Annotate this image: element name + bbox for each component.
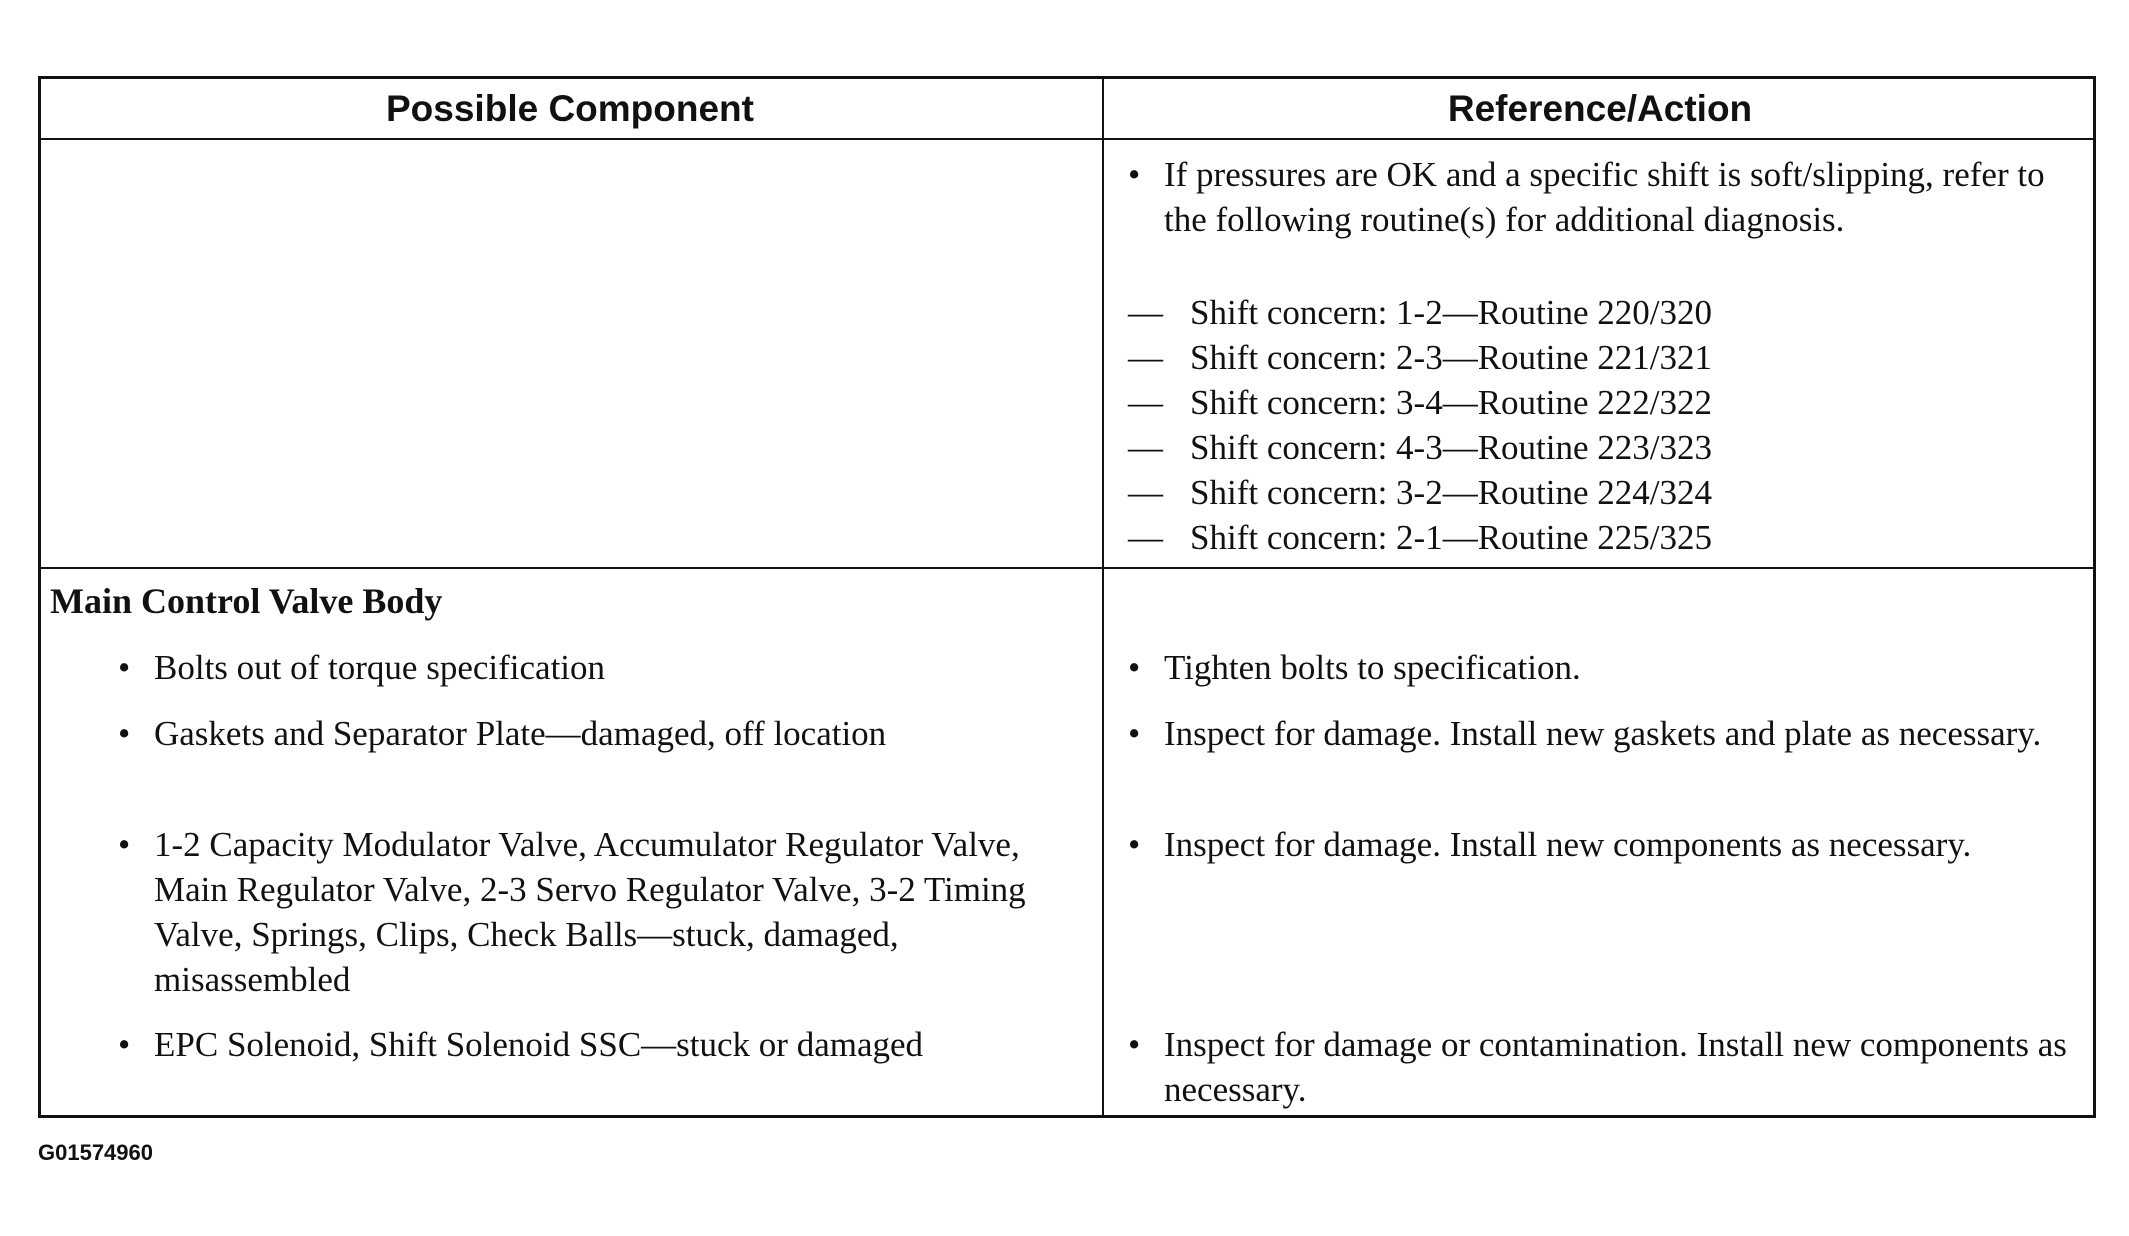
figure-id: G01574960: [38, 1140, 153, 1165]
bullet-glyph: •: [1128, 648, 1141, 687]
bullet-glyph: •: [118, 648, 131, 687]
routine-line: [1128, 290, 1712, 335]
section-title-main-control-valve-body: Main Control Valve Body: [50, 581, 443, 621]
pressure-ok-bullet: [1128, 152, 2064, 242]
routine-text: Shift concern: 2-3—Routine 221/321: [1190, 338, 1713, 377]
column-divider: [1102, 76, 1104, 1118]
action-item: [1128, 822, 2044, 867]
action-item: [1128, 1022, 2084, 1112]
action-text: Inspect for damage or contamination. Install new components as necessary.: [1164, 1025, 2067, 1109]
action-text: Inspect for damage. Install new components as necessary.: [1164, 825, 1972, 864]
dash-glyph: —: [1128, 338, 1163, 377]
routine-text: Shift concern: 3-2—Routine 224/324: [1190, 473, 1713, 512]
routine-line: [1128, 380, 1712, 425]
header-divider: [38, 138, 2096, 140]
bullet-glyph: •: [1128, 155, 1141, 194]
bullet-glyph: •: [1128, 1025, 1141, 1064]
routine-line: [1128, 470, 1712, 515]
bullet-glyph: •: [1128, 714, 1141, 753]
component-text: EPC Solenoid, Shift Solenoid SSC—stuck or damaged: [154, 1025, 924, 1064]
bullet-glyph: •: [118, 825, 131, 864]
component-item: [118, 822, 1094, 1002]
routine-line: [1128, 335, 1712, 380]
action-item: [1128, 711, 2084, 756]
action-item: [1128, 645, 2084, 690]
dash-glyph: —: [1128, 293, 1163, 332]
pressure-ok-text: If pressures are OK and a specific shift is soft/slipping, refer to the following routine(s) for additional diagnosis.: [1164, 155, 2045, 239]
dash-glyph: —: [1128, 473, 1163, 512]
header-possible-component: Possible Component: [386, 88, 754, 129]
bullet-glyph: •: [1128, 825, 1141, 864]
bullet-glyph: •: [118, 1025, 131, 1064]
component-text: Bolts out of torque specification: [154, 648, 606, 687]
component-item: [118, 645, 1114, 690]
dash-glyph: —: [1128, 383, 1163, 422]
routine-text: Shift concern: 2-1—Routine 225/325: [1190, 518, 1713, 557]
action-text: Tighten bolts to specification.: [1164, 648, 1581, 687]
dash-glyph: —: [1128, 518, 1163, 557]
component-item: [118, 711, 1114, 756]
routine-text: Shift concern: 4-3—Routine 223/323: [1190, 428, 1713, 467]
component-text: Gaskets and Separator Plate—damaged, off location: [154, 714, 887, 753]
routine-line: [1128, 515, 1712, 560]
action-text: Inspect for damage. Install new gaskets and plate as necessary.: [1164, 714, 2042, 753]
row-divider: [38, 567, 2096, 569]
component-item: [118, 1022, 1034, 1067]
routine-line: [1128, 425, 1712, 470]
header-reference-action: Reference/Action: [1447, 88, 1753, 129]
component-text: 1-2 Capacity Modulator Valve, Accumulator Regulator Valve, Main Regulator Valve, 2-3 Servo Regulator Valve, 3-2 Timing Valve, Springs, Clips, Check Balls—stuck, damaged, misassembled: [154, 825, 1026, 999]
bullet-glyph: •: [118, 714, 131, 753]
dash-glyph: —: [1128, 428, 1163, 467]
routine-text: Shift concern: 1-2—Routine 220/320: [1190, 293, 1713, 332]
routine-text: Shift concern: 3-4—Routine 222/322: [1190, 383, 1713, 422]
